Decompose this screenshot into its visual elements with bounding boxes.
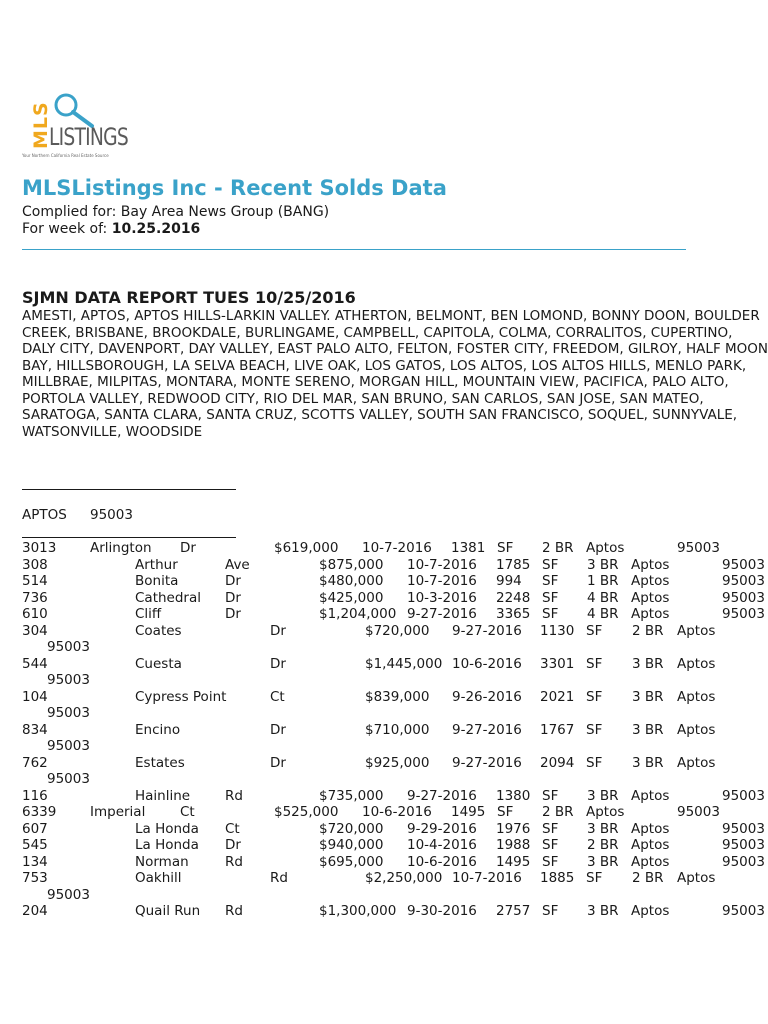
sale-type: Dr: [225, 606, 241, 622]
sale-sf: SF: [586, 655, 603, 672]
sale-city: Aptos: [631, 820, 670, 837]
sale-sqft: 1976: [496, 820, 531, 837]
sale-date: 9-29-2016: [407, 820, 477, 837]
sale-street: Coates: [135, 622, 182, 639]
sale-date: 10-7-2016: [362, 540, 432, 556]
sale-type: Dr: [270, 622, 286, 639]
sale-num: 762: [22, 754, 48, 771]
sale-br: 3 BR: [587, 853, 619, 870]
sale-row: [22, 623, 768, 656]
sale-price: $425,000: [319, 589, 384, 606]
sale-zip: 95003: [722, 606, 765, 622]
sale-num: 544: [22, 655, 48, 672]
sale-price: $720,000: [365, 622, 430, 639]
sale-city: Aptos: [677, 870, 716, 886]
sale-street: Encino: [135, 721, 181, 738]
logo-wordmark: LISTINGS: [49, 123, 128, 151]
sale-date: 9-30-2016: [407, 903, 477, 919]
sale-num: 204: [22, 903, 48, 919]
sale-street: Arlington: [90, 540, 152, 556]
sale-type: Dr: [225, 589, 241, 606]
sale-street: Bonita: [135, 573, 179, 589]
sale-street: Cuesta: [135, 655, 182, 672]
sale-street: Estates: [135, 754, 185, 771]
sale-city: Aptos: [631, 853, 670, 870]
sale-zip: 95003: [677, 804, 720, 820]
sale-num: 736: [22, 589, 48, 606]
sale-price: $839,000: [365, 688, 430, 705]
sale-sf: SF: [542, 606, 559, 622]
sale-sqft: 1380: [496, 787, 531, 804]
area-city: APTOS: [22, 507, 67, 523]
sale-br: 2 BR: [542, 804, 574, 820]
sale-city: Aptos: [677, 754, 716, 771]
sale-row: [22, 755, 768, 788]
sale-sf: SF: [586, 870, 603, 886]
sale-zip: 95003: [722, 820, 765, 837]
sale-sf: SF: [586, 754, 603, 771]
sale-date: 10-7-2016: [452, 870, 522, 886]
sale-zip: 95003: [47, 639, 90, 655]
sale-br: 2 BR: [542, 540, 574, 556]
sale-num: 607: [22, 820, 48, 837]
sale-br: 3 BR: [632, 688, 664, 705]
sale-sqft: 2248: [496, 589, 531, 606]
sale-price: $710,000: [365, 721, 430, 738]
sale-date: 9-27-2016: [452, 721, 522, 738]
sale-zip: 95003: [722, 837, 765, 853]
sale-row: [22, 804, 768, 821]
sale-price: $480,000: [319, 573, 384, 589]
sale-street: Cliff: [135, 606, 162, 622]
sale-num: 514: [22, 573, 48, 589]
sale-br: 3 BR: [587, 820, 619, 837]
sale-type: Dr: [225, 837, 241, 853]
sale-br: 3 BR: [587, 787, 619, 804]
sale-street: Arthur: [135, 556, 178, 573]
sale-date: 9-27-2016: [407, 787, 477, 804]
sale-city: Aptos: [677, 721, 716, 738]
week-value: 10.25.2016: [111, 221, 201, 237]
sale-type: Rd: [225, 903, 243, 919]
section-divider: [22, 537, 236, 538]
sale-sf: SF: [586, 622, 603, 639]
sale-zip: 95003: [47, 705, 90, 721]
sale-row: [22, 590, 768, 607]
sale-street: Imperial: [90, 804, 146, 820]
sale-sqft: 1885: [540, 870, 575, 886]
sale-sf: SF: [542, 589, 559, 606]
sale-br: 1 BR: [587, 573, 619, 589]
sale-br: 4 BR: [587, 589, 619, 606]
sale-sf: SF: [586, 721, 603, 738]
sale-price: $695,000: [319, 853, 384, 870]
sale-type: Rd: [225, 853, 243, 870]
sale-zip: 95003: [722, 589, 765, 606]
sale-price: $2,250,000: [365, 870, 443, 886]
sale-row: [22, 903, 768, 920]
sale-date: 10-6-2016: [452, 655, 522, 672]
city-list: AMESTI, APTOS, APTOS HILLS-LARKIN VALLEY. ATHERTON, BELMONT, BEN LOMOND, BONNY DOON, BOULDER CREEK, BRISBANE, BROOKDALE, BURLINGAME, CAMPBELL, CAPITOLA, COLMA, CORRALITOS, CUPERTINO, DALY CITY, DAVENPORT, DAY VALLEY, EAST PALO ALTO, FELTON, FOSTER CITY, FREEDOM, GILROY, HALF MOON BAY, HILLSBOROUGH, LA SELVA BEACH, LIVE OAK, LOS GATOS, LOS ALTOS, LOS ALTOS HILLS, MENLO PARK, MILLBRAE, MILPITAS, MONTARA, MONTE SERENO, MORGAN HILL, MOUNTAIN VIEW, PACIFICA, PALO ALTO, PORTOLA VALLEY, REDWOOD CITY, RIO DEL MAR, SAN BRUNO, SAN CARLOS, SAN JOSE, SAN MATEO, SARATOGA, SANTA CLARA, SANTA CRUZ, SCOTTS VALLEY, SOUTH SAN FRANCISCO, SOQUEL, SUNNYVALE, WATSONVILLE, WOODSIDE: [22, 308, 768, 440]
sale-sf: SF: [542, 787, 559, 804]
sale-street: Quail Run: [135, 903, 201, 919]
sale-sqft: 1130: [540, 622, 575, 639]
sale-num: 304: [22, 622, 48, 639]
sale-row: [22, 722, 768, 755]
sale-sqft: 2757: [496, 903, 531, 919]
sale-num: 104: [22, 688, 48, 705]
sale-city: Aptos: [586, 540, 625, 556]
sale-br: 3 BR: [587, 556, 619, 573]
sale-date: 9-27-2016: [452, 754, 522, 771]
sale-row: [22, 870, 768, 903]
sale-type: Dr: [225, 573, 241, 589]
sale-sqft: 1785: [496, 556, 531, 573]
sale-date: 10-6-2016: [362, 804, 432, 820]
sale-street: Cypress Point: [135, 688, 227, 705]
sale-date: 10-7-2016: [407, 556, 477, 573]
sale-city: Aptos: [677, 688, 716, 705]
sale-street: Norman: [135, 853, 189, 870]
page-title: MLSListings Inc - Recent Solds Data: [22, 176, 447, 200]
header-divider: [22, 249, 686, 250]
sale-date: 10-3-2016: [407, 589, 477, 606]
sale-city: Aptos: [677, 622, 716, 639]
sale-street: Oakhill: [135, 870, 182, 886]
sale-sqft: 994: [496, 573, 522, 589]
sale-zip: 95003: [47, 771, 90, 787]
section-divider: [22, 489, 236, 490]
sale-num: 308: [22, 556, 48, 573]
sale-zip: 95003: [47, 886, 90, 903]
sale-date: 10-6-2016: [407, 853, 477, 870]
sale-price: $1,204,000: [319, 606, 397, 622]
sale-sf: SF: [542, 837, 559, 853]
sale-sf: SF: [542, 820, 559, 837]
compiled-for: Complied for: Bay Area News Group (BANG): [22, 204, 330, 220]
sales-list: [22, 540, 768, 930]
sale-zip: 95003: [722, 903, 765, 919]
sale-type: Rd: [225, 787, 243, 804]
sale-num: 545: [22, 837, 48, 853]
logo-mark: MLS: [30, 101, 52, 149]
area-zip: 95003: [90, 507, 133, 523]
sale-row: [22, 854, 768, 871]
sale-type: Dr: [270, 721, 286, 738]
sale-num: 6339: [22, 804, 57, 820]
sale-row: [22, 788, 768, 805]
sale-city: Aptos: [631, 787, 670, 804]
sale-zip: 95003: [47, 738, 90, 754]
sale-city: Aptos: [631, 589, 670, 606]
sale-city: Aptos: [631, 556, 670, 573]
sale-price: $619,000: [274, 540, 339, 556]
sale-zip: 95003: [722, 573, 765, 589]
sale-sqft: 3365: [496, 606, 531, 622]
sale-type: Ave: [225, 556, 250, 573]
sale-sqft: 3301: [540, 655, 575, 672]
sale-num: 834: [22, 721, 48, 738]
sale-date: 10-7-2016: [407, 573, 477, 589]
sale-price: $940,000: [319, 837, 384, 853]
sale-price: $1,445,000: [365, 655, 443, 672]
sale-row: [22, 821, 768, 838]
sale-city: Aptos: [631, 606, 670, 622]
sale-price: $735,000: [319, 787, 384, 804]
sale-city: Aptos: [677, 655, 716, 672]
sale-city: Aptos: [631, 903, 670, 919]
sale-row: [22, 689, 768, 722]
sale-price: $1,300,000: [319, 903, 397, 919]
sale-num: 753: [22, 870, 48, 886]
sale-sf: SF: [542, 853, 559, 870]
sale-num: 116: [22, 787, 48, 804]
sale-type: Dr: [270, 754, 286, 771]
sale-street: La Honda: [135, 837, 199, 853]
sale-sqft: 1767: [540, 721, 575, 738]
sale-sf: SF: [542, 903, 559, 919]
week-label: For week of:: [22, 221, 112, 237]
sale-num: 610: [22, 606, 48, 622]
sale-date: 9-27-2016: [452, 622, 522, 639]
sale-type: Dr: [180, 540, 196, 556]
sale-sf: SF: [497, 540, 514, 556]
logo-tagline: Your Northern California Real Estate Source: [22, 153, 109, 158]
sale-br: 2 BR: [632, 622, 664, 639]
sale-street: Hainline: [135, 787, 191, 804]
sale-sqft: 1495: [496, 853, 531, 870]
sale-row: [22, 837, 768, 854]
sale-type: Dr: [270, 655, 286, 672]
mlslistings-logo: [22, 92, 162, 164]
sale-br: 3 BR: [587, 903, 619, 919]
sale-zip: 95003: [677, 540, 720, 556]
sale-zip: 95003: [47, 672, 90, 688]
sale-sqft: 2021: [540, 688, 575, 705]
sale-city: Aptos: [586, 804, 625, 820]
sale-street: La Honda: [135, 820, 199, 837]
sale-sqft: 1988: [496, 837, 531, 853]
sale-br: 3 BR: [632, 754, 664, 771]
sale-sf: SF: [542, 573, 559, 589]
sale-row: [22, 606, 768, 623]
sale-br: 2 BR: [632, 870, 664, 886]
sale-br: 3 BR: [632, 721, 664, 738]
sale-price: $525,000: [274, 804, 339, 820]
sale-row: [22, 656, 768, 689]
report-title: SJMN DATA REPORT TUES 10/25/2016: [22, 288, 356, 307]
sale-sf: SF: [497, 804, 514, 820]
sale-row: [22, 557, 768, 574]
sale-price: $875,000: [319, 556, 384, 573]
sale-sf: SF: [586, 688, 603, 705]
sale-city: Aptos: [631, 837, 670, 853]
sale-type: Rd: [270, 870, 288, 886]
sale-br: 4 BR: [587, 606, 619, 622]
sale-type: Ct: [225, 820, 240, 837]
sale-sqft: 2094: [540, 754, 575, 771]
sale-sqft: 1495: [451, 804, 486, 820]
sale-sqft: 1381: [451, 540, 486, 556]
sale-date: 10-4-2016: [407, 837, 477, 853]
sale-date: 9-27-2016: [407, 606, 477, 622]
sale-br: 3 BR: [632, 655, 664, 672]
sale-num: 134: [22, 853, 48, 870]
sale-zip: 95003: [722, 787, 765, 804]
sale-city: Aptos: [631, 573, 670, 589]
sale-street: Cathedral: [135, 589, 201, 606]
week-line: [22, 220, 200, 238]
sale-price: $925,000: [365, 754, 430, 771]
sale-row: [22, 573, 768, 590]
sale-date: 9-26-2016: [452, 688, 522, 705]
sale-type: Ct: [270, 688, 285, 705]
sale-sf: SF: [542, 556, 559, 573]
sale-br: 2 BR: [587, 837, 619, 853]
sale-type: Ct: [180, 804, 195, 820]
sale-price: $720,000: [319, 820, 384, 837]
sale-zip: 95003: [722, 556, 765, 573]
sale-row: [22, 540, 768, 557]
sale-num: 3013: [22, 540, 57, 556]
sale-zip: 95003: [722, 853, 765, 870]
